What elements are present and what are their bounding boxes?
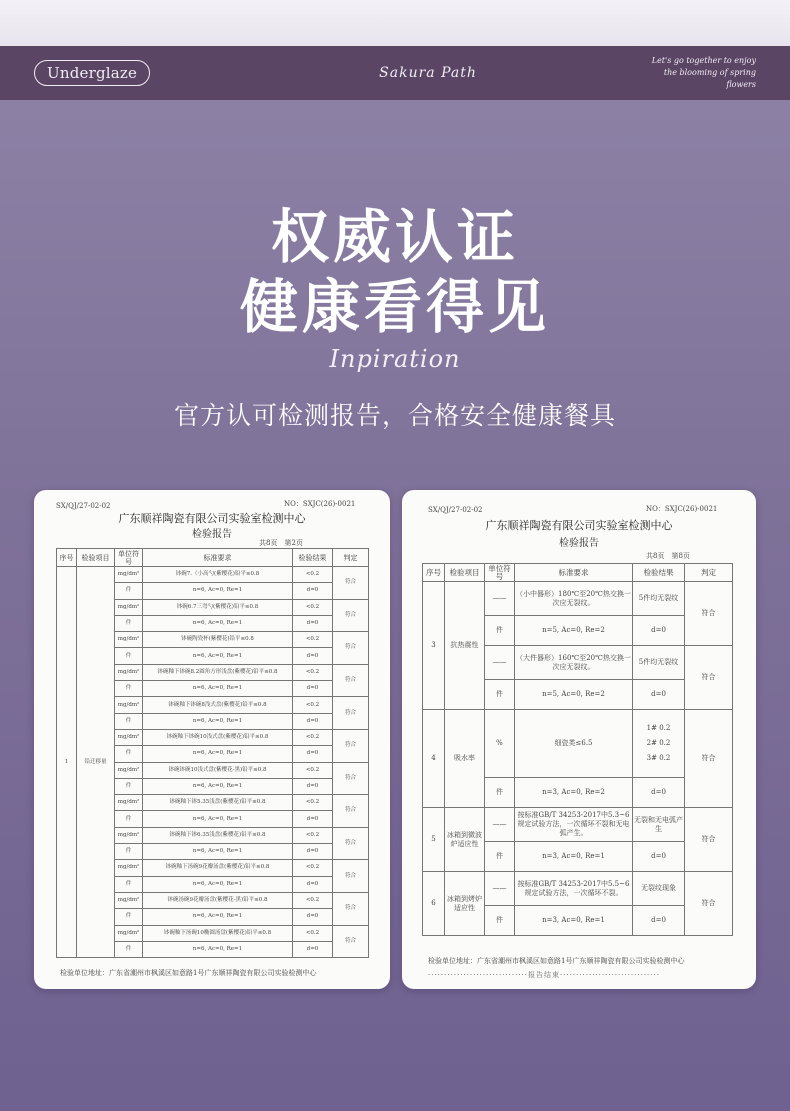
unit-cell: mg/dm² — [115, 567, 143, 583]
report-number: NO：SXJC(26)-0021 — [284, 500, 356, 508]
result-cell: <0.2 — [293, 632, 333, 648]
brand-logo: Underglaze — [34, 60, 150, 86]
hero-script-word: Inpiration — [329, 345, 461, 373]
requirement-cell: n=6, Ac=0, Re=1 — [143, 941, 293, 957]
seq-cell: 3 — [423, 582, 445, 710]
unit-cell: 件 — [115, 615, 143, 631]
unit-cell: 件 — [485, 680, 515, 710]
requirement-cell: n=5, Ac=0, Re=2 — [515, 616, 633, 646]
seq-cell: 5 — [423, 808, 445, 872]
col-header: 序号 — [423, 564, 445, 582]
unit-cell: mg/dm² — [115, 795, 143, 811]
result-cell: <0.2 — [293, 925, 333, 941]
requirement-cell: （小中器形）180℃至20℃热交换一次应无裂纹。 — [515, 582, 633, 616]
report-title: 检验报告 — [192, 529, 232, 540]
unit-cell: % — [485, 710, 515, 778]
result-cell: <0.2 — [293, 827, 333, 843]
result-cell: <0.2 — [293, 892, 333, 908]
result-cell: <0.2 — [293, 729, 333, 745]
hero-title-line-1: 权威认证 — [270, 203, 519, 271]
result-cell: d=0 — [293, 909, 333, 925]
requirement-cell: （大件器形）160℃至20℃热交换一次应无裂纹。 — [515, 646, 633, 680]
seq-cell: 1 — [57, 567, 77, 958]
report-org: 广东顺祥陶瓷有限公司实验室检测中心 — [485, 519, 673, 532]
col-header: 标准要求 — [143, 549, 293, 567]
table-row — [57, 567, 369, 583]
result-cell: d=0 — [633, 616, 685, 646]
result-cell: d=0 — [293, 681, 333, 697]
verdict-cell: 符合 — [333, 697, 369, 730]
result-cell: d=0 — [293, 941, 333, 957]
requirement-cell: 钵碗釉下钵碗10浅式盘(紫樱花)铅平≤0.8 — [143, 729, 293, 745]
unit-cell: 件 — [115, 941, 143, 957]
unit-cell: 件 — [115, 811, 143, 827]
requirement-cell: 钵碗钵碗10浅式盘(紫樱花-黑)铅平≤0.8 — [143, 762, 293, 778]
tagline-line-1: Let's go together to enjoy — [651, 56, 756, 65]
report-card-left — [34, 490, 390, 989]
result-cell: d=0 — [633, 680, 685, 710]
unit-cell: 件 — [115, 648, 143, 664]
item-cell: 铅迁移量 — [77, 567, 115, 958]
item-cell: 吸水率 — [445, 710, 485, 808]
requirement-cell: n=6, Ac=0, Re=1 — [143, 583, 293, 599]
verdict-cell: 符合 — [333, 925, 369, 958]
requirement-cell: n=3, Ac=0, Re=1 — [515, 906, 633, 936]
verdict-cell: 符合 — [685, 710, 733, 808]
result-cell: d=0 — [293, 746, 333, 762]
result-cell: <0.2 — [293, 795, 333, 811]
unit-cell: 件 — [115, 713, 143, 729]
col-header: 单位符号 — [115, 549, 143, 567]
result-cell: d=0 — [293, 811, 333, 827]
requirement-cell: 按标准GB/T 34253-2017中5.5~6规定试验方法，一次循环不裂。 — [515, 872, 633, 906]
result-line: 1# 0.2 — [646, 724, 671, 732]
requirement-cell: 钵碗釉下钵碗8浅式盘(紫樱花)铅平≤0.8 — [143, 697, 293, 713]
seq-cell: 4 — [423, 710, 445, 808]
col-header: 检验项目 — [77, 549, 115, 567]
unit-cell: 件 — [115, 876, 143, 892]
result-cell: d=0 — [293, 876, 333, 892]
col-header: 判定 — [333, 549, 369, 567]
verdict-cell: 符合 — [333, 664, 369, 697]
result-cell: d=0 — [633, 842, 685, 872]
col-header: 单位符号 — [485, 564, 515, 582]
report-org: 广东顺祥陶瓷有限公司实验室检测中心 — [118, 512, 306, 525]
verdict-cell: 符合 — [685, 582, 733, 646]
brand-tagline — [646, 55, 756, 91]
item-cell: 冰箱到微波炉适应性 — [445, 808, 485, 872]
result-cell: 5件均无裂纹 — [633, 646, 685, 680]
report-title: 检验报告 — [559, 538, 599, 549]
table-row — [423, 710, 733, 778]
result-cell: d=0 — [293, 778, 333, 794]
report-page: 共8页 第2页 — [259, 539, 303, 547]
result-cell: d=0 — [293, 844, 333, 860]
verdict-cell: 符合 — [333, 892, 369, 925]
brand-bar — [0, 46, 790, 100]
verdict-cell: 符合 — [333, 599, 369, 632]
table-row — [423, 808, 733, 842]
report-page: 共8页 第8页 — [646, 552, 690, 560]
unit-cell: mg/dm² — [115, 827, 143, 843]
verdict-cell: 符合 — [685, 872, 733, 936]
unit-cell: 件 — [485, 778, 515, 808]
unit-cell: 件 — [115, 778, 143, 794]
result-cell: <0.2 — [293, 664, 333, 680]
item-cell: 抗热震性 — [445, 582, 485, 710]
result-cell: <0.2 — [293, 567, 333, 583]
requirement-cell: 钵碗7.（小高勺(紫樱花)铅平≤0.8 — [143, 567, 293, 583]
requirement-cell: 细瓷类≤6.5 — [515, 710, 633, 778]
requirement-cell: 钵碗汤碗9花瓣汤盘(紫樱花-黑)铅平≤0.8 — [143, 892, 293, 908]
unit-cell: 件 — [115, 583, 143, 599]
requirement-cell: n=3, Ac=0, Re=2 — [515, 778, 633, 808]
result-line: 2# 0.2 — [646, 739, 671, 747]
col-header: 检验项目 — [445, 564, 485, 582]
unit-cell: mg/dm² — [115, 632, 143, 648]
verdict-cell: 符合 — [333, 795, 369, 828]
unit-cell: mg/dm² — [115, 697, 143, 713]
result-cell: 无裂纹现象 — [633, 872, 685, 906]
requirement-cell: 按标准GB/T 34253-2017中5.3~6规定试验方法，一次循环不裂和无电弧产生。 — [515, 808, 633, 842]
report-table — [422, 563, 733, 936]
requirement-cell: 钵碗釉下钵碗8.2圆角方形浅盘(紫樱花)铅平≤0.8 — [143, 664, 293, 680]
col-header: 标准要求 — [515, 564, 633, 582]
requirement-cell: n=5, Ac=0, Re=2 — [515, 680, 633, 710]
tagline-line-2: the blooming of spring flowers — [663, 68, 756, 89]
verdict-cell: 符合 — [333, 567, 369, 600]
requirement-cell: n=6, Ac=0, Re=1 — [143, 615, 293, 631]
seq-cell: 6 — [423, 872, 445, 936]
result-cell: d=0 — [293, 615, 333, 631]
report-code: SX/QJ/27-02-02 — [428, 506, 483, 514]
report-footer: 检验单位地址：广东省潮州市枫溪区如意路1号广东顺祥陶瓷有限公司实验检测中心 — [60, 969, 317, 977]
requirement-cell: 钵碗釉下汤碗10椭圆汤盘(紫樱花)铅平≤0.8 — [143, 925, 293, 941]
col-header: 检验结果 — [633, 564, 685, 582]
report-end-line: ·······························报告结束······························· — [428, 971, 660, 979]
result-cell: d=0 — [293, 648, 333, 664]
col-header: 序号 — [57, 549, 77, 567]
verdict-cell: 符合 — [333, 632, 369, 665]
unit-cell: mg/dm² — [115, 762, 143, 778]
unit-cell: mg/dm² — [115, 599, 143, 615]
unit-cell: mg/dm² — [115, 925, 143, 941]
requirement-cell: n=6, Ac=0, Re=1 — [143, 746, 293, 762]
verdict-cell: 符合 — [685, 646, 733, 710]
hero-subtitle: 官方认可检测报告，合格安全健康餐具 — [173, 401, 616, 430]
requirement-cell: 钵碗釉下钵6.35浅盘(紫樱花)铅平≤0.8 — [143, 827, 293, 843]
requirement-cell: n=6, Ac=0, Re=1 — [143, 876, 293, 892]
report-footer: 检验单位地址：广东省潮州市枫溪区如意路1号广东顺祥陶瓷有限公司实验检测中心 — [428, 957, 685, 965]
result-cell: 无裂和无电弧产生 — [633, 808, 685, 842]
result-line: 3# 0.2 — [646, 754, 671, 762]
brand-slogan: Sakura Path — [379, 65, 477, 81]
result-cell: 5件均无裂纹 — [633, 582, 685, 616]
table-row — [423, 872, 733, 906]
result-cell: <0.2 — [293, 860, 333, 876]
top-band — [0, 0, 790, 46]
unit-cell: —— — [485, 582, 515, 616]
requirement-cell: n=6, Ac=0, Re=1 — [143, 811, 293, 827]
requirement-cell: n=6, Ac=0, Re=1 — [143, 909, 293, 925]
item-cell: 冰箱到烤炉适应性 — [445, 872, 485, 936]
verdict-cell: 符合 — [333, 762, 369, 795]
verdict-cell: 符合 — [333, 860, 369, 893]
requirement-cell: n=6, Ac=0, Re=1 — [143, 648, 293, 664]
requirement-cell: 钵碗6.7三弯勺(紫樱花)铅平≤0.8 — [143, 599, 293, 615]
report-end-note: 报告结束 — [527, 971, 560, 979]
requirement-cell: 钵碗釉下钵5.35浅盘(紫樱花)铅平≤0.8 — [143, 795, 293, 811]
report-card-right — [402, 490, 756, 989]
unit-cell: mg/dm² — [115, 892, 143, 908]
result-cell: d=0 — [293, 713, 333, 729]
table-row — [423, 582, 733, 616]
unit-cell: mg/dm² — [115, 664, 143, 680]
requirement-cell: n=6, Ac=0, Re=1 — [143, 681, 293, 697]
report-table — [56, 548, 369, 958]
result-cell: d=0 — [633, 778, 685, 808]
result-cell: d=0 — [293, 583, 333, 599]
unit-cell: —— — [485, 808, 515, 842]
result-cell: <0.2 — [293, 762, 333, 778]
result-cell: d=0 — [633, 906, 685, 936]
requirement-cell: 钵碗釉下汤碗9花瓣汤盘(紫樱花)铅平≤0.8 — [143, 860, 293, 876]
verdict-cell: 符合 — [333, 729, 369, 762]
unit-cell: 件 — [485, 906, 515, 936]
unit-cell: 件 — [485, 616, 515, 646]
unit-cell: 件 — [115, 746, 143, 762]
unit-cell: 件 — [485, 842, 515, 872]
hero-title-line-2: 健康看得见 — [239, 273, 550, 341]
unit-cell: 件 — [115, 681, 143, 697]
requirement-cell: 钵碗陶瓷杯(紫樱花)铅平≤0.8 — [143, 632, 293, 648]
requirement-cell: n=6, Ac=0, Re=1 — [143, 713, 293, 729]
verdict-cell: 符合 — [685, 808, 733, 872]
unit-cell: —— — [485, 872, 515, 906]
unit-cell: mg/dm² — [115, 860, 143, 876]
unit-cell: 件 — [115, 844, 143, 860]
verdict-cell: 符合 — [333, 827, 369, 860]
requirement-cell: n=6, Ac=0, Re=1 — [143, 778, 293, 794]
col-header: 判定 — [685, 564, 733, 582]
col-header: 检验结果 — [293, 549, 333, 567]
result-cell: <0.2 — [293, 697, 333, 713]
unit-cell: —— — [485, 646, 515, 680]
result-cell — [633, 710, 685, 778]
unit-cell: mg/dm² — [115, 729, 143, 745]
unit-cell: 件 — [115, 909, 143, 925]
requirement-cell: n=3, Ac=0, Re=1 — [515, 842, 633, 872]
result-cell: <0.2 — [293, 599, 333, 615]
report-number: NO：SXJC(26)-0021 — [646, 505, 718, 513]
requirement-cell: n=6, Ac=0, Re=1 — [143, 844, 293, 860]
report-code: SX/QJ/27-02-02 — [56, 502, 111, 510]
